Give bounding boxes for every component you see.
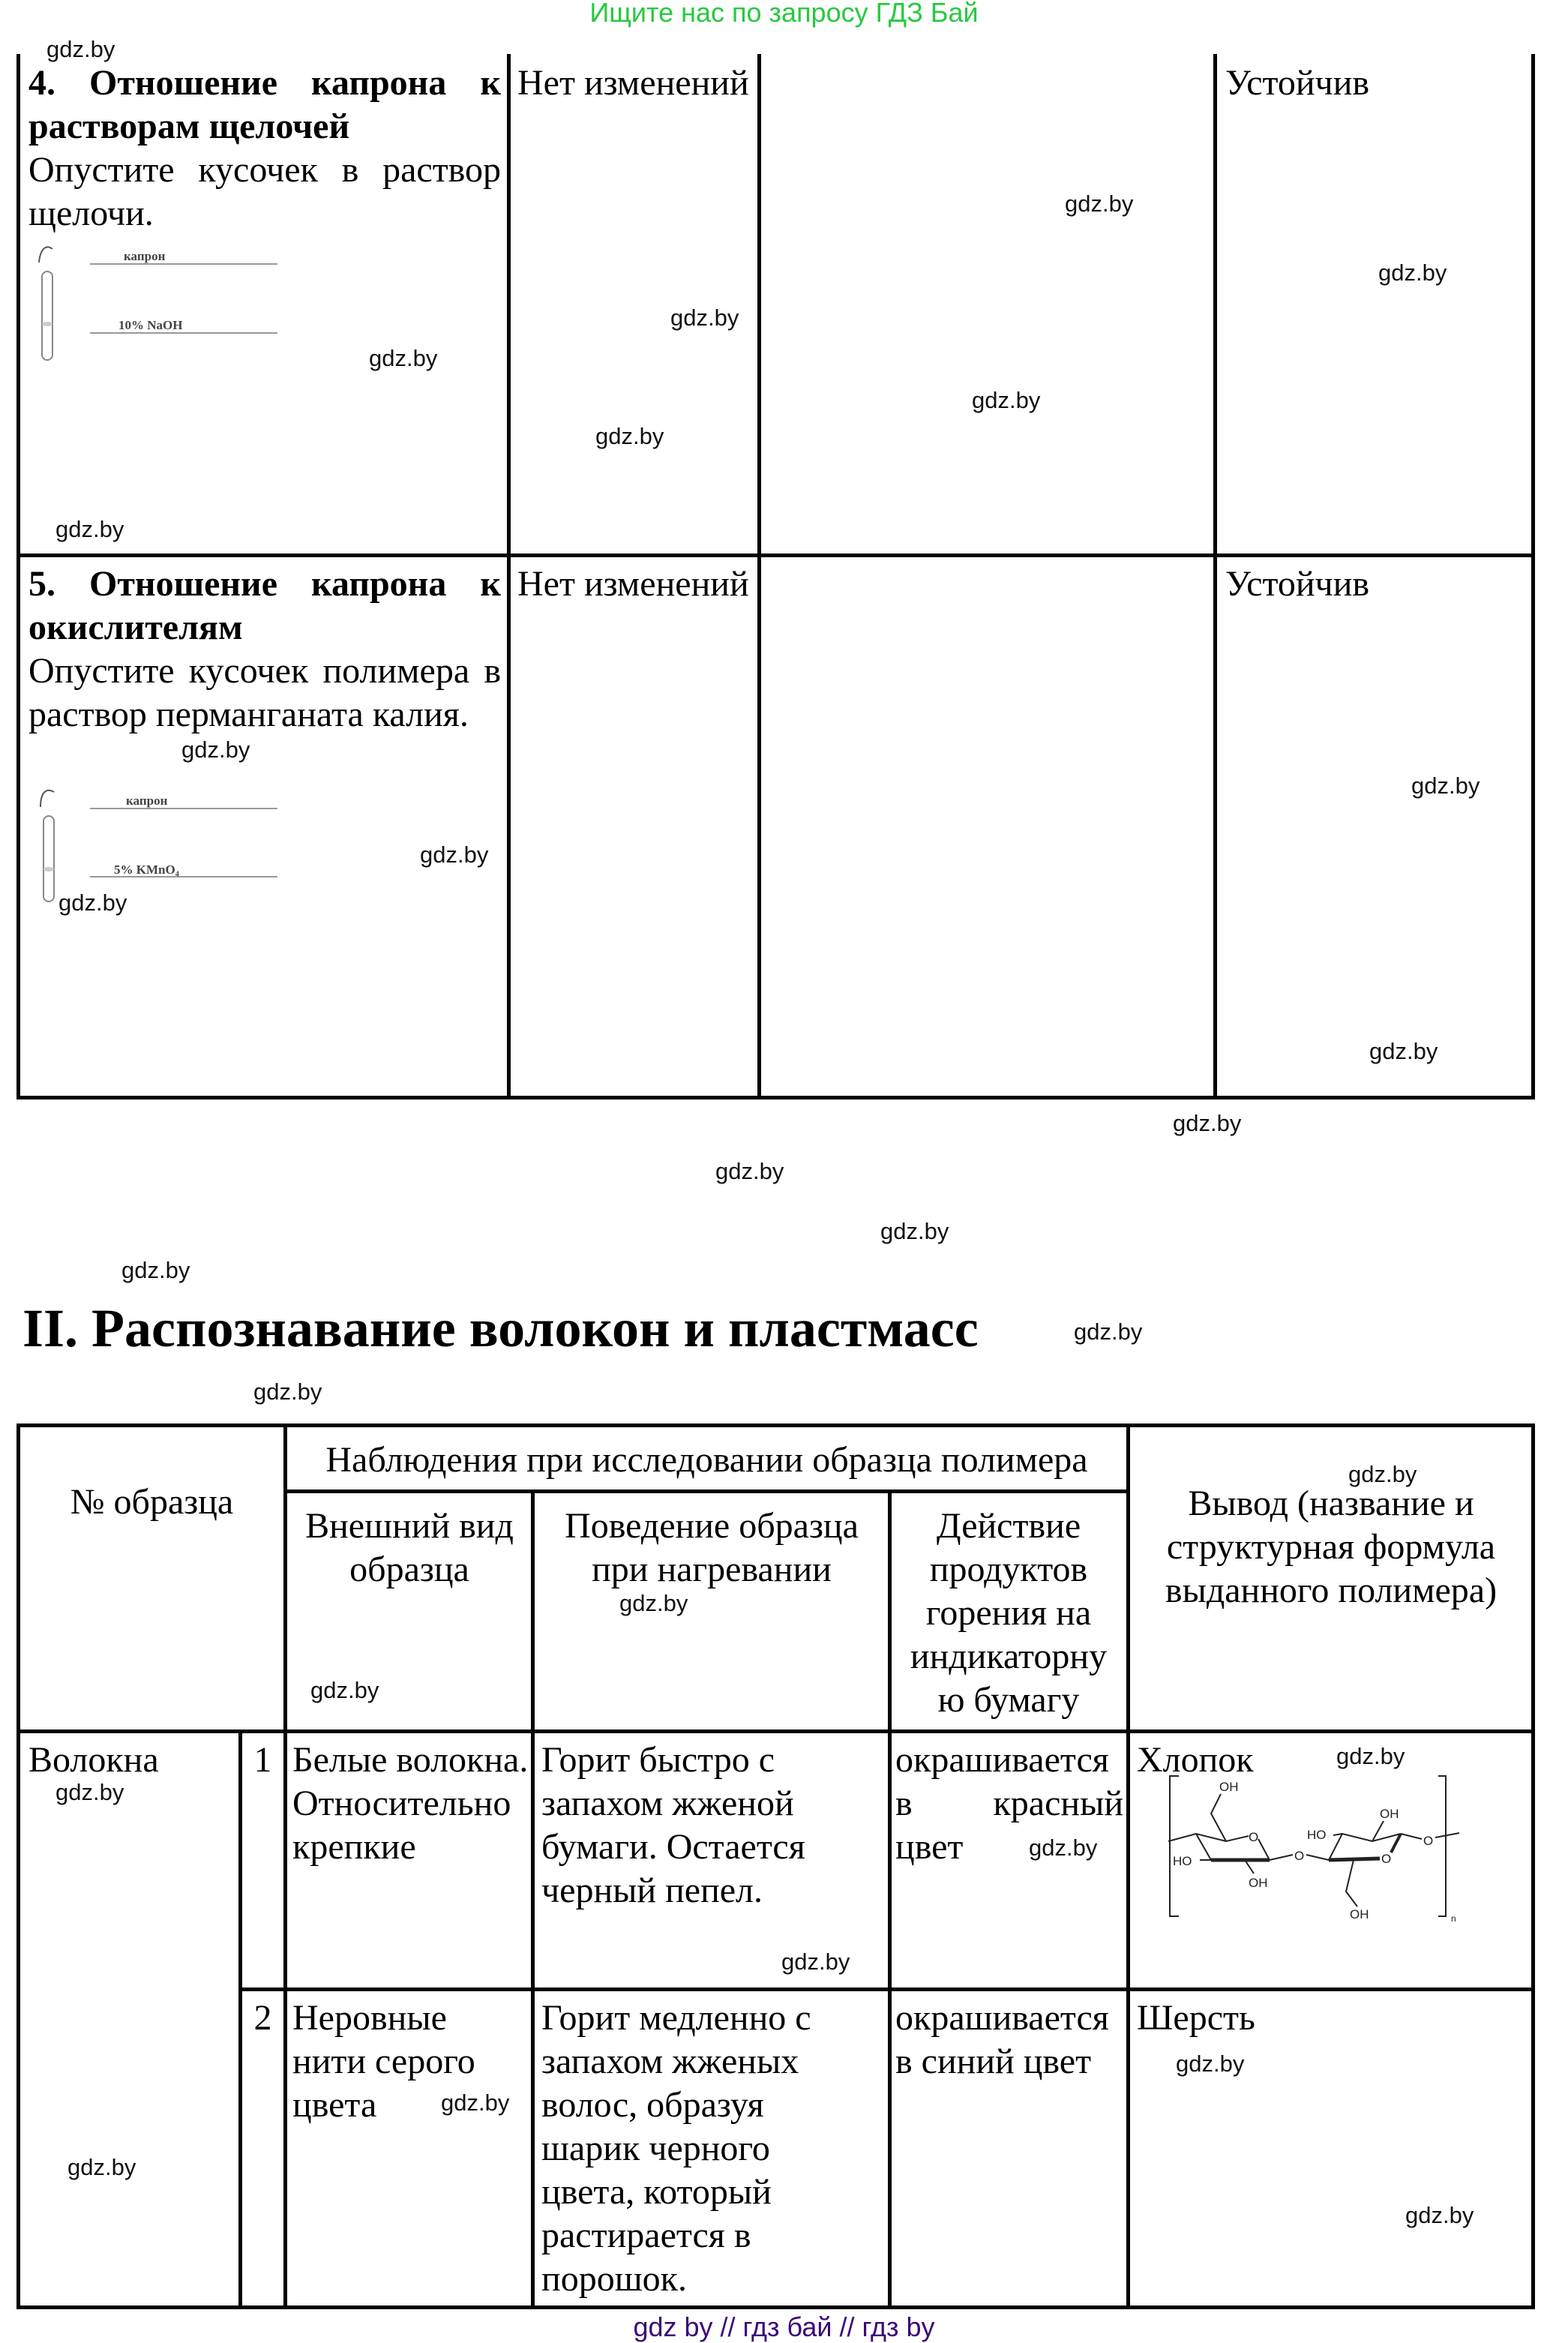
table-border — [1213, 54, 1217, 1100]
table-border — [507, 54, 511, 1100]
structure-label: OH — [1249, 1876, 1268, 1890]
header-sample: № образца — [70, 1482, 234, 1522]
structure-label: O — [1423, 1834, 1434, 1848]
test-tube-figure — [30, 240, 285, 368]
table-border — [888, 1490, 892, 2309]
watermark: gdz.by — [1411, 772, 1480, 799]
watermark: gdz.by — [58, 890, 127, 916]
table-border — [16, 1096, 1535, 1100]
table-border — [531, 1490, 535, 2309]
figure-label: капрон — [124, 249, 166, 263]
watermark: gdz.by — [1348, 1461, 1417, 1487]
watermark: gdz.by — [67, 2154, 136, 2180]
structure-label: O — [1249, 1830, 1259, 1844]
structure-label: O — [1294, 1849, 1305, 1863]
table-border — [1531, 54, 1535, 1100]
figure-label: 10% NaOH — [118, 318, 183, 332]
experiment-4-cell — [28, 62, 501, 236]
watermark: gdz.by — [1173, 1110, 1242, 1136]
cellulose-structure — [1125, 1725, 1545, 1950]
header-appearance: Внешний вид образца — [305, 1506, 514, 1589]
conclusion-cell: Хлопок — [1137, 1740, 1254, 1780]
row-number: 2 — [253, 1998, 272, 2038]
watermark: gdz.by — [781, 1948, 850, 1975]
experiment-5-cell — [28, 562, 501, 736]
watermark: gdz.by — [441, 2090, 510, 2116]
test-tube-icon — [43, 816, 54, 902]
watermark: gdz.by — [253, 1378, 322, 1405]
table-border — [16, 2306, 1535, 2309]
watermark: gdz.by — [715, 1158, 784, 1184]
watermark: gdz.by — [1336, 1743, 1405, 1769]
table-border — [16, 1424, 1535, 1427]
header-conclusion: Вывод (название и структурная формула выданного полимера) — [1165, 1484, 1498, 1610]
search-banner[interactable]: Ищите нас по запросу ГДЗ Бай — [589, 0, 979, 28]
indicator-cell: окрашивается в синий цвет — [895, 1998, 1109, 2081]
watermark: gdz.by — [420, 842, 489, 868]
table-border — [16, 54, 20, 1100]
observation-cell: Нет изменений — [517, 63, 749, 103]
watermark: gdz.by — [1074, 1318, 1143, 1345]
heating-cell: Горит быстро с запахом жженой бумаги. Остается черный пепел. — [541, 1740, 805, 1910]
table-border — [283, 1424, 287, 2309]
structure-label: HO — [1173, 1854, 1192, 1868]
figure-label: капрон — [126, 794, 168, 808]
header-observations: Наблюдения при исследовании образца полимера — [325, 1440, 1088, 1480]
structure-label: OH — [1350, 1907, 1369, 1922]
observation-cell: Нет изменений — [517, 564, 749, 604]
section-heading: II. Распознавание волокон и пластмасс — [22, 1298, 979, 1358]
watermark: gdz.by — [1369, 1038, 1438, 1064]
watermark: gdz.by — [880, 1218, 949, 1244]
watermark: gdz.by — [595, 423, 664, 449]
header-heating: Поведение образца при нагревании — [565, 1506, 859, 1589]
watermark: gdz.by — [1029, 1834, 1098, 1861]
heating-cell: Горит медленно с запахом жженых волос, образуя шарик черного цвета, который растирается в порошок. — [541, 1998, 811, 2299]
structure-label: HO — [1307, 1828, 1327, 1842]
row-number: 1 — [253, 1740, 272, 1780]
watermark: gdz.by — [46, 36, 115, 62]
watermark: gdz.by — [670, 304, 739, 331]
indicator-cell: окрашивается в красный цвет — [895, 1740, 1123, 1867]
header-indicator: Действие продуктов горения на индикаторну ю бумагу — [910, 1506, 1108, 1720]
structure-label: n — [1451, 1913, 1456, 1924]
watermark: gdz.by — [55, 1779, 124, 1805]
experiment-instruction: Опустите кусочек полимера в раствор перманганата калия. — [28, 651, 501, 734]
table-border — [283, 1490, 1130, 1493]
watermark: gdz.by — [972, 387, 1041, 413]
footer-links[interactable]: gdz by // гдз бай // гдз by — [633, 2312, 935, 2342]
watermark: gdz.by — [1378, 260, 1447, 286]
group-label: Волокна — [28, 1740, 159, 1780]
table-border — [16, 1424, 20, 2309]
table-border — [16, 554, 1535, 557]
watermark: gdz.by — [121, 1257, 190, 1283]
experiment-title: 5. Отношение капрона к окислителям — [28, 564, 501, 647]
watermark: gdz.by — [1405, 2202, 1474, 2228]
conclusion-cell: Шерсть — [1137, 1998, 1255, 2038]
table-border — [757, 54, 761, 1100]
figure-label: 5% KMnO₄ — [114, 862, 179, 877]
test-tube-icon — [42, 272, 52, 360]
conclusion-cell: Устойчив — [1225, 564, 1370, 604]
structure-label: OH — [1380, 1807, 1399, 1821]
appearance-cell: Неровные нити серого цвета — [292, 1998, 475, 2125]
watermark: gdz.by — [619, 1590, 688, 1616]
watermark: gdz.by — [181, 736, 250, 763]
appearance-cell: Белые волокна. Относительно крепкие — [292, 1740, 529, 1867]
watermark: gdz.by — [1065, 190, 1134, 217]
experiment-instruction: Опустите кусочек в раствор щелочи. — [28, 150, 501, 233]
watermark: gdz.by — [310, 1677, 379, 1703]
conclusion-cell: Устойчив — [1225, 63, 1370, 103]
watermark: gdz.by — [1176, 2050, 1245, 2077]
table-border — [238, 1988, 1535, 1991]
structure-label: OH — [1219, 1780, 1239, 1794]
watermark: gdz.by — [369, 345, 438, 371]
experiment-title: 4. Отношение капрона к растворам щелочей — [28, 63, 501, 146]
structure-label: O — [1381, 1852, 1392, 1866]
watermark: gdz.by — [55, 516, 124, 542]
